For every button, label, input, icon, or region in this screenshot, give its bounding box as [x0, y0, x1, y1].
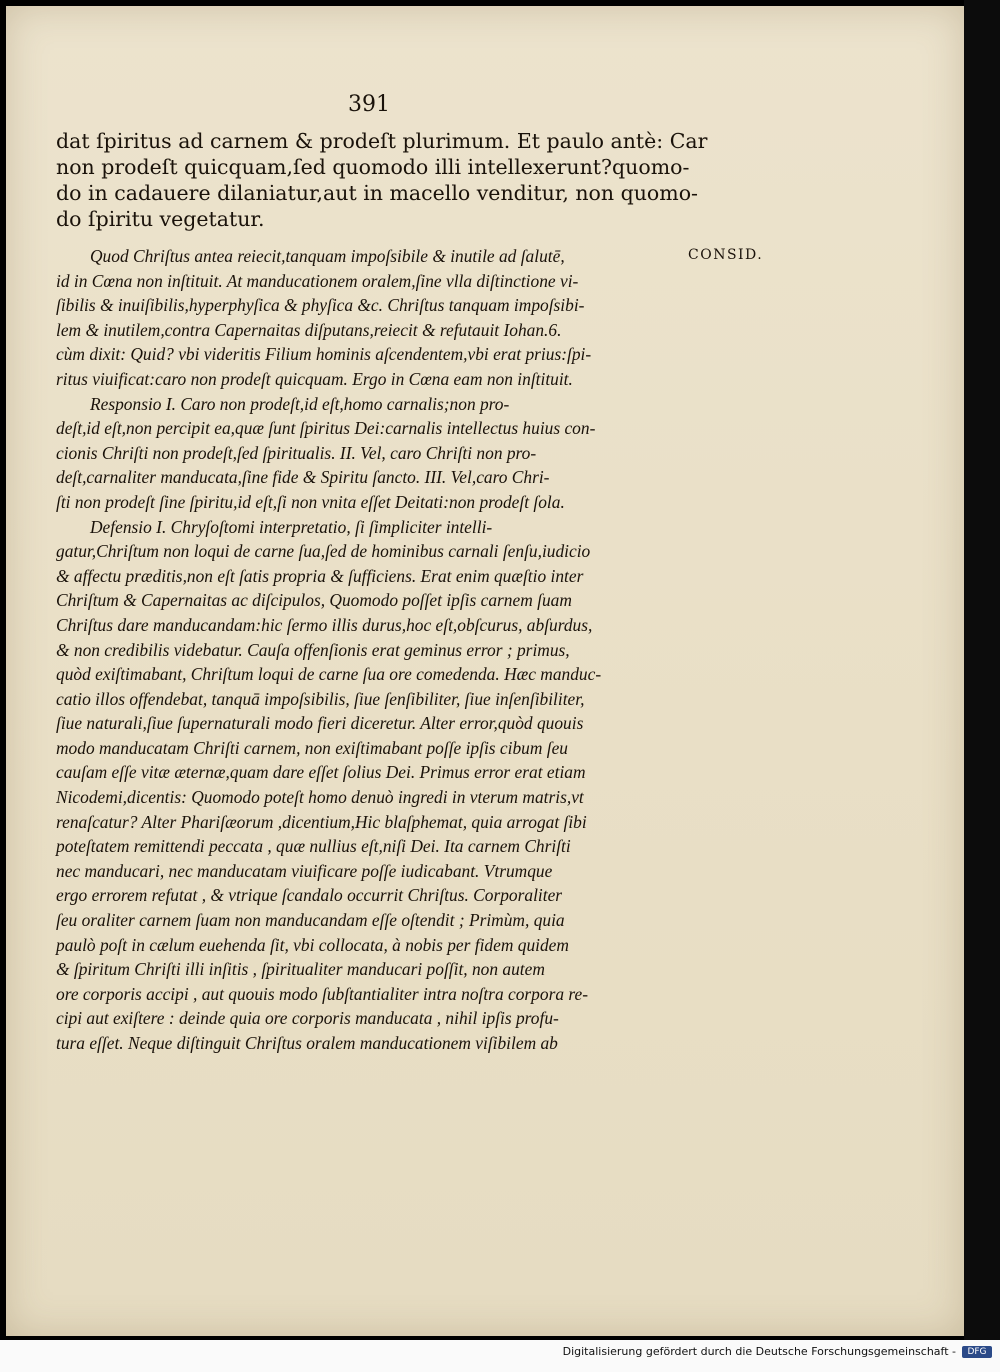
text-line: dat ſpiritus ad carnem & prodeſt plurimum. Et paulo antè: Car: [56, 129, 708, 153]
responsio-heading-line: Responsio I. Caro non prodeſt,id eſt,homo carnalis;non pro-: [90, 393, 510, 414]
text-line: tura eſſet. Neque diſtinguit Chriſtus oralem manducationem viſibilem ab: [56, 1033, 558, 1053]
text-line: & affectu præditis,non eſt ſatis propria & ſufficiens. Erat enim quæſtio inter: [56, 565, 584, 586]
text-line: ergo errorem refutat , & vtrique ſcandalo occurrit Chriſtus. Corporaliter: [56, 885, 563, 906]
page-number: 391: [348, 92, 390, 117]
text-line: deſt,carnaliter manducata,ſine fide & Spiritu ſancto. III. Vel,caro Chri-: [56, 467, 550, 488]
text-line: lem & inutilem,contra Capernaitas diſputans,reiecit & refutauit Iohan.6.: [56, 319, 562, 340]
text-line: ſti non prodeſt ſine ſpiritu,id eſt,ſi non vnita eſſet Deitati:non prodeſt ſola.: [56, 491, 565, 512]
footer-credit: Digitalisierung gefördert durch die Deutsche Forschungsgemeinschaft -: [562, 1345, 956, 1358]
text-line: do ſpiritu vegetatur.: [56, 207, 265, 231]
text-line: id in Cœna non inſtituit. At manducationem oralem,ſine vlla diſtinctione vi-: [56, 270, 579, 291]
text-line: & non credibilis videbatur. Cauſa offenſionis erat geminus error ; primus,: [56, 639, 570, 660]
text-line: quòd exiſtimabant, Chriſtum loqui de carne ſua ore comedenda. Hæc manduc-: [56, 664, 602, 685]
text-line: paulò poſt in cælum euehenda ſit, vbi collocata, à nobis per fidem quidem: [56, 934, 569, 955]
text-line: cauſam eſſe vitæ æternæ,quam dare eſſet ſolius Dei. Primus error erat etiam: [56, 762, 586, 783]
text-line: & ſpiritum Chriſti illi inſitis , ſpiritualiter manducari poſſit, non autem: [56, 959, 545, 980]
text-line: Quod Chriſtus antea reiecit,tanquam impoſsibile & inutile ad ſalutē,: [90, 246, 565, 266]
text-line: ſibilis & inuiſibilis,hyperphyſica & phyſica &c. Chriſtus tanquam impoſsibi-: [56, 295, 585, 316]
text-line: gatur,Chriſtum non loqui de carne ſua,ſed de hominibus carnali ſenſu,iudicio: [56, 541, 591, 562]
scan-border: [964, 0, 1000, 1340]
text-line: cionis Chriſti non prodeſt,ſed ſpiritualis. II. Vel, caro Chriſti non pro-: [56, 442, 537, 463]
text-line: ore corporis accipi , aut quouis modo ſubſtantialiter intra noſtra corpora re-: [56, 983, 589, 1004]
defensio-heading-line: Defensio I. Chryſoſtomi interpretatio, ſi ſimpliciter intelli-: [90, 516, 493, 537]
text-line: Chriſtum & Capernaitas ac diſcipulos, Quomodo poſſet ipſis carnem ſuam: [56, 590, 572, 611]
roman-text-block: [56, 128, 707, 232]
italic-text-block: [56, 244, 601, 1056]
text-line: catio illos offendebat, tanquā impoſsibilis, ſiue ſenſibiliter, ſiue inſenſibiliter,: [56, 688, 585, 709]
text-line: ritus viuificat:caro non prodeſt quicquam. Ergo in Cœna eam non inſtituit.: [56, 368, 573, 389]
text-line: ſeu oraliter carnem ſuam non manducandam eſſe oſtendit ; Primùm, quia: [56, 910, 565, 931]
margin-note: CONSID.: [688, 247, 764, 263]
dfg-logo: DFG: [962, 1346, 992, 1358]
text-line: Nicodemi,dicentis: Quomodo poteſt homo denuò ingredi in vterum matris,vt: [56, 787, 584, 808]
text-line: deſt,id eſt,non percipit ea,quæ ſunt ſpiritus Dei:carnalis intellectus huius con-: [56, 418, 596, 439]
text-line: do in cadauere dilaniatur,aut in macello venditur, non quomo-: [56, 181, 698, 205]
text-line: renaſcatur? Alter Phariſæorum ,dicentium,Hic blaſphemat, quia arrogat ſibi: [56, 811, 587, 832]
text-line: cùm dixit: Quid? vbi videritis Filium hominis aſcendentem,vbi erat prius:ſpi-: [56, 344, 592, 365]
text-line: non prodeſt quicquam,ſed quomodo illi intellexerunt?quomo-: [56, 155, 690, 179]
text-line: modo manducatam Chriſti carnem, non exiſtimabant poſſe ipſis cibum ſeu: [56, 737, 569, 758]
text-line: cipi aut exiſtere : deinde quia ore corporis manducata , nihil ipſis profu-: [56, 1008, 559, 1029]
text-line: ſiue naturali,ſiue ſupernaturali modo fieri diceretur. Alter error,quòd quouis: [56, 713, 584, 734]
text-line: Chriſtus dare manducandam:hic ſermo illis durus,hoc eſt,obſcurus, abſurdus,: [56, 614, 593, 635]
text-line: nec manducari, nec manducatam viuificare poſſe iudicabant. Vtrumque: [56, 860, 553, 881]
text-line: poteſtatem remittendi peccata , quæ nullius eſt,niſi Dei. Ita carnem Chriſti: [56, 836, 571, 857]
